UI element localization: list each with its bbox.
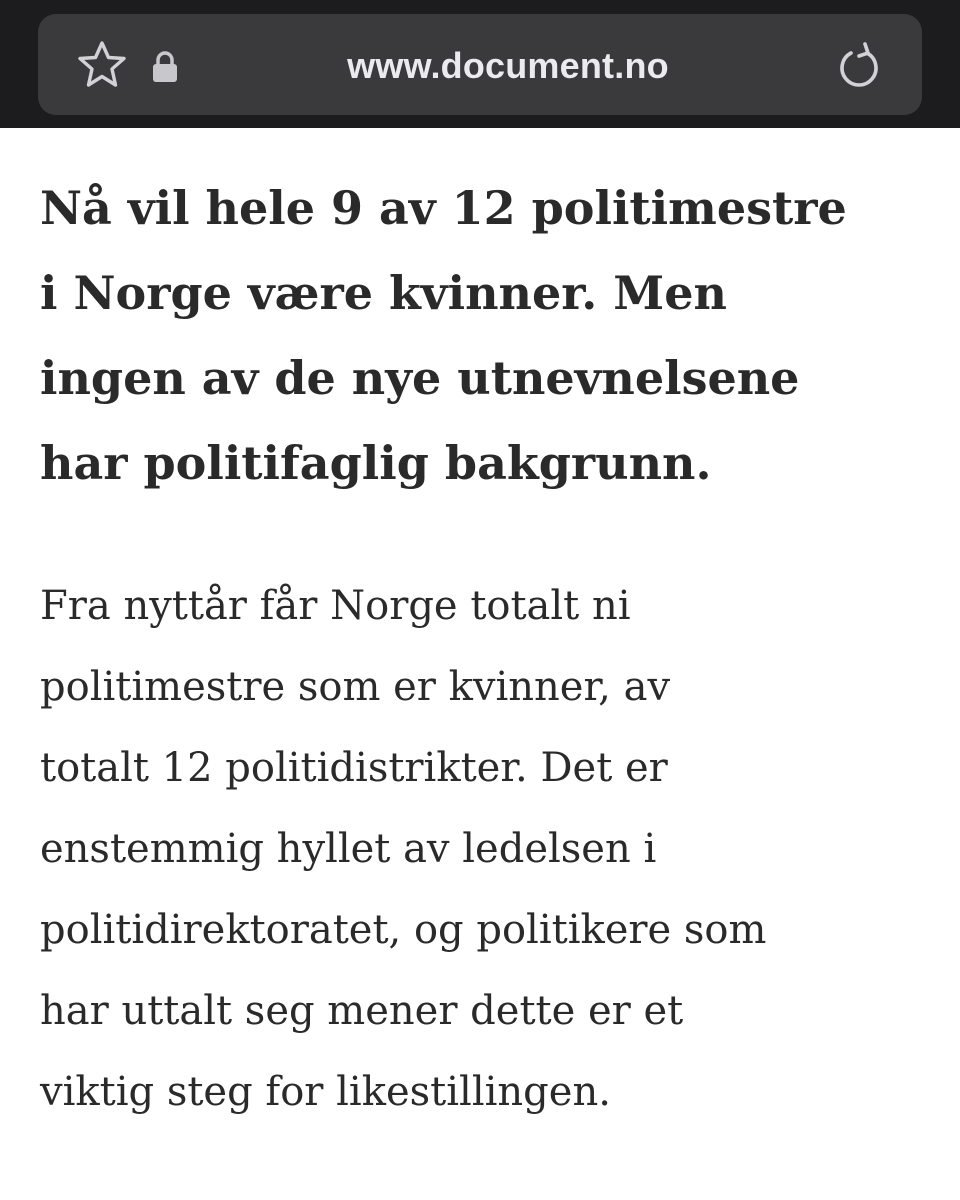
body-line: politimestre som er kvinner, av (40, 664, 671, 710)
headline-line: ingen av de nye utnevnelsene (40, 351, 800, 405)
lock-icon (151, 51, 179, 83)
address-bar[interactable] (38, 14, 922, 115)
headline-line: i Norge være kvinner. Men (40, 266, 727, 320)
body-line: har uttalt seg mener dette er et (40, 988, 684, 1034)
body-line: politidirektoratet, og politikere som (40, 907, 767, 953)
body-line: totalt 12 politidistrikter. Det er (40, 745, 668, 791)
body-line: viktig steg for likestillingen. (40, 1069, 611, 1115)
browser-toolbar (0, 0, 960, 128)
article-body (40, 566, 930, 1133)
body-line: Fra nyttår får Norge totalt ni (40, 583, 631, 629)
reload-icon[interactable] (834, 40, 884, 92)
article-headline (40, 166, 930, 506)
body-line: enstemmig hyllet av ledelsen i (40, 826, 657, 872)
url-text[interactable]: www.document.no (347, 45, 669, 86)
star-icon[interactable] (76, 39, 128, 91)
headline-line: Nå vil hele 9 av 12 politimestre (40, 181, 847, 235)
headline-line: har politifaglig bakgrunn. (40, 436, 712, 490)
